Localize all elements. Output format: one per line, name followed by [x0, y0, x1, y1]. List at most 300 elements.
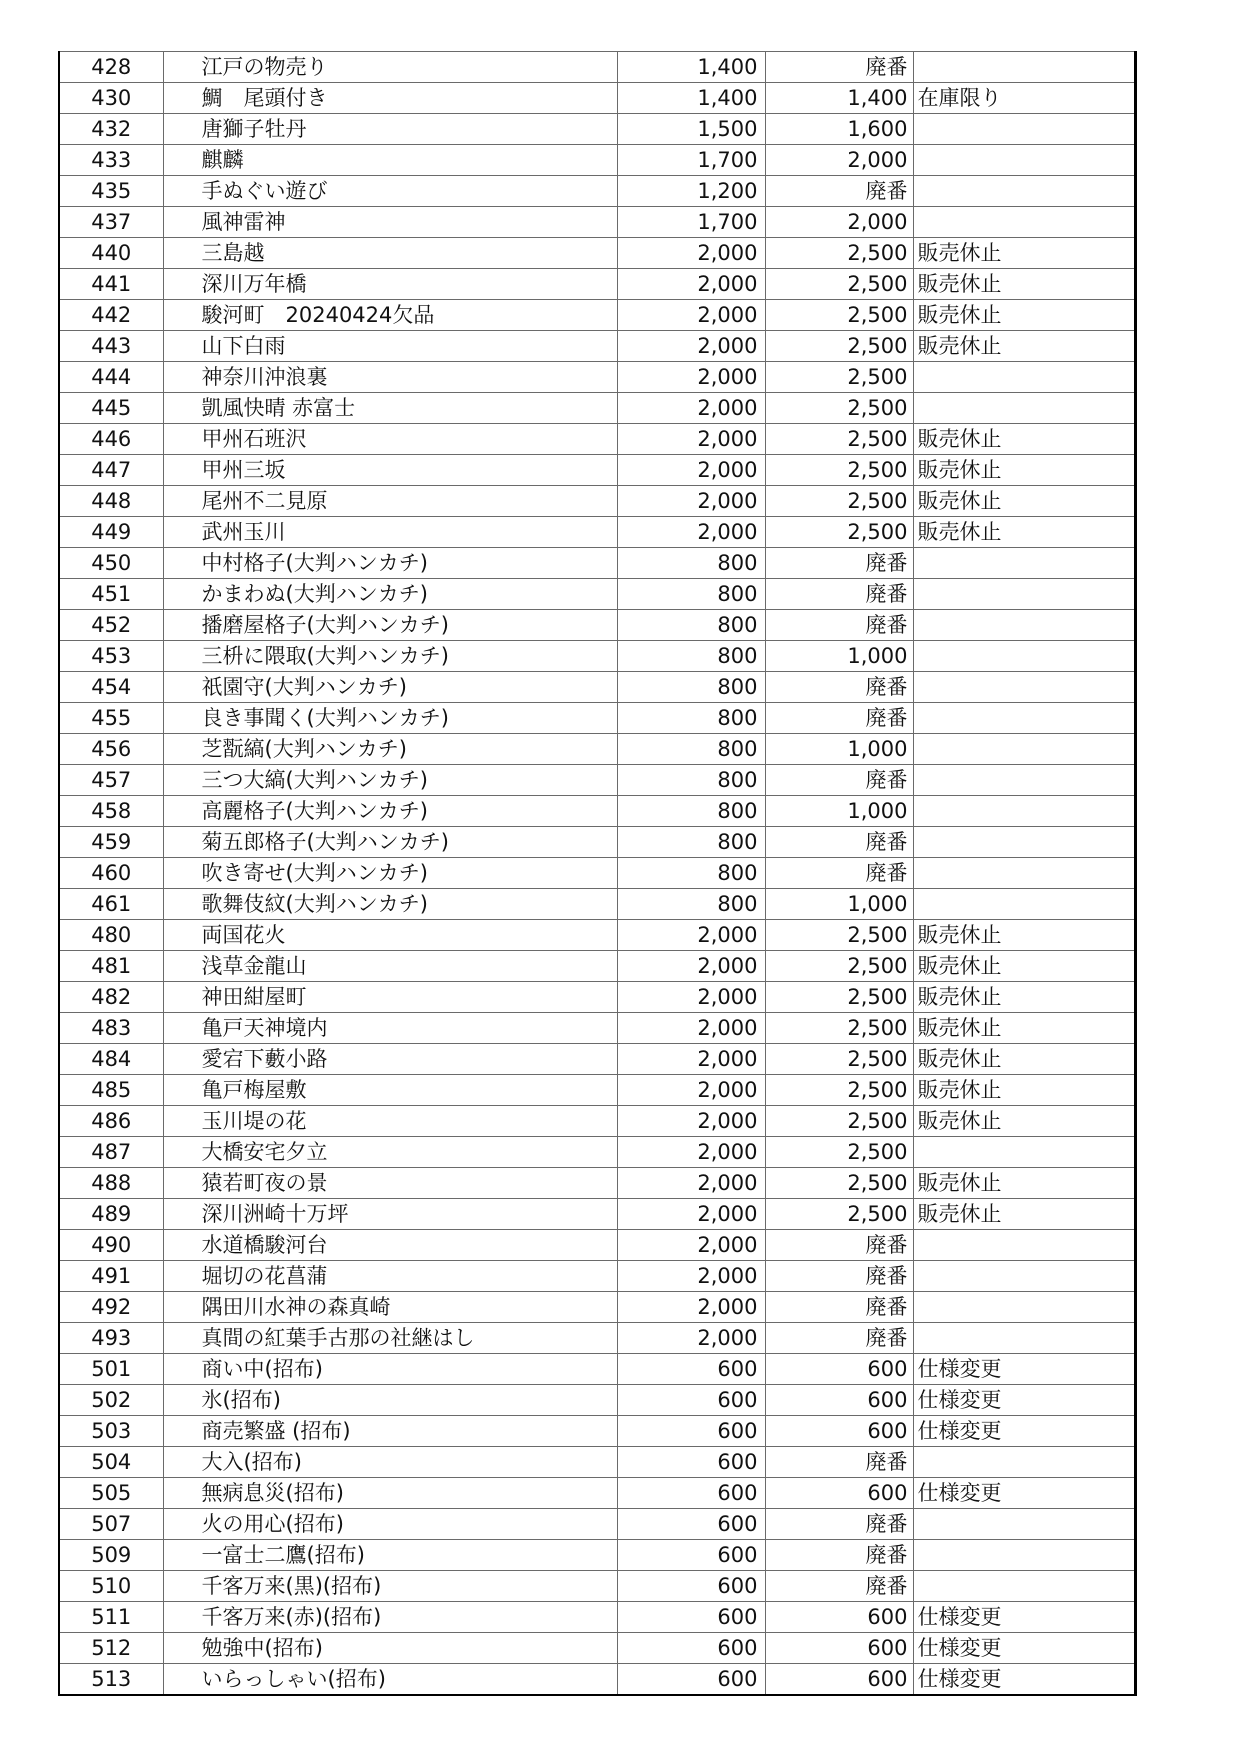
table-row: [59, 641, 1135, 672]
old-price-cell: 800: [617, 672, 765, 703]
new-price-cell: 2,500: [765, 1199, 913, 1230]
product-code-cell: 507: [59, 1509, 163, 1540]
new-price-cell: 1,600: [765, 114, 913, 145]
table-row: [59, 455, 1135, 486]
note-cell: [913, 1540, 1135, 1571]
new-price-cell: 2,500: [765, 486, 913, 517]
product-code-cell: 458: [59, 796, 163, 827]
old-price-cell: 800: [617, 796, 765, 827]
product-name-cell: 両国花火: [163, 920, 617, 951]
product-code-cell: 445: [59, 393, 163, 424]
table-row: [59, 1230, 1135, 1261]
note-cell: 仕様変更: [913, 1664, 1135, 1696]
product-code-cell: 428: [59, 52, 163, 83]
new-price-cell: 廃番: [765, 703, 913, 734]
product-name-cell: 氷(招布): [163, 1385, 617, 1416]
old-price-cell: 2,000: [617, 1137, 765, 1168]
product-name-cell: 愛宕下藪小路: [163, 1044, 617, 1075]
new-price-cell: 600: [765, 1633, 913, 1664]
old-price-cell: 2,000: [617, 982, 765, 1013]
product-name-cell: 深川万年橋: [163, 269, 617, 300]
table-row: [59, 207, 1135, 238]
product-name-cell: 隅田川水神の森真崎: [163, 1292, 617, 1323]
product-code-cell: 451: [59, 579, 163, 610]
old-price-cell: 600: [617, 1478, 765, 1509]
product-code-cell: 441: [59, 269, 163, 300]
product-code-cell: 504: [59, 1447, 163, 1478]
product-name-cell: 商い中(招布): [163, 1354, 617, 1385]
product-code-cell: 510: [59, 1571, 163, 1602]
new-price-cell: 1,000: [765, 734, 913, 765]
product-code-cell: 481: [59, 951, 163, 982]
product-name-cell: 播磨屋格子(大判ハンカチ): [163, 610, 617, 641]
old-price-cell: 600: [617, 1385, 765, 1416]
product-name-cell: 良き事聞く(大判ハンカチ): [163, 703, 617, 734]
note-cell: [913, 207, 1135, 238]
product-code-cell: 503: [59, 1416, 163, 1447]
product-name-cell: 商売繁盛 (招布): [163, 1416, 617, 1447]
new-price-cell: 2,500: [765, 1013, 913, 1044]
old-price-cell: 600: [617, 1447, 765, 1478]
product-code-cell: 459: [59, 827, 163, 858]
note-cell: 仕様変更: [913, 1416, 1135, 1447]
product-name-cell: 駿河町 20240424欠品: [163, 300, 617, 331]
new-price-cell: 廃番: [765, 1540, 913, 1571]
table-row: [59, 672, 1135, 703]
product-name-cell: 三つ大縞(大判ハンカチ): [163, 765, 617, 796]
table-row: [59, 951, 1135, 982]
old-price-cell: 1,500: [617, 114, 765, 145]
note-cell: [913, 1509, 1135, 1540]
note-cell: 販売休止: [913, 920, 1135, 951]
note-cell: [913, 889, 1135, 920]
table-row: [59, 1633, 1135, 1664]
product-code-cell: 489: [59, 1199, 163, 1230]
note-cell: 販売休止: [913, 269, 1135, 300]
product-code-cell: 502: [59, 1385, 163, 1416]
old-price-cell: 600: [617, 1416, 765, 1447]
old-price-cell: 2,000: [617, 1013, 765, 1044]
price-table: [58, 51, 1137, 1696]
table-row: [59, 1323, 1135, 1354]
old-price-cell: 2,000: [617, 362, 765, 393]
product-code-cell: 492: [59, 1292, 163, 1323]
table-row: [59, 889, 1135, 920]
product-code-cell: 484: [59, 1044, 163, 1075]
product-name-cell: 浅草金龍山: [163, 951, 617, 982]
old-price-cell: 800: [617, 827, 765, 858]
note-cell: [913, 858, 1135, 889]
old-price-cell: 800: [617, 889, 765, 920]
old-price-cell: 2,000: [617, 238, 765, 269]
note-cell: [913, 1137, 1135, 1168]
old-price-cell: 2,000: [617, 1199, 765, 1230]
new-price-cell: 2,500: [765, 393, 913, 424]
table-row: [59, 331, 1135, 362]
table-row: [59, 145, 1135, 176]
product-name-cell: 歌舞伎紋(大判ハンカチ): [163, 889, 617, 920]
new-price-cell: 廃番: [765, 1230, 913, 1261]
old-price-cell: 800: [617, 548, 765, 579]
old-price-cell: 800: [617, 858, 765, 889]
product-code-cell: 509: [59, 1540, 163, 1571]
new-price-cell: 1,000: [765, 889, 913, 920]
table-row: [59, 1075, 1135, 1106]
product-name-cell: 山下白雨: [163, 331, 617, 362]
product-code-cell: 501: [59, 1354, 163, 1385]
product-name-cell: 風神雷神: [163, 207, 617, 238]
new-price-cell: 2,500: [765, 238, 913, 269]
old-price-cell: 2,000: [617, 1323, 765, 1354]
table-row: [59, 52, 1135, 83]
note-cell: 販売休止: [913, 1168, 1135, 1199]
new-price-cell: 2,500: [765, 424, 913, 455]
table-row: [59, 734, 1135, 765]
product-name-cell: 菊五郎格子(大判ハンカチ): [163, 827, 617, 858]
note-cell: 販売休止: [913, 517, 1135, 548]
note-cell: 販売休止: [913, 1199, 1135, 1230]
table-row: [59, 486, 1135, 517]
note-cell: [913, 176, 1135, 207]
new-price-cell: 600: [765, 1664, 913, 1696]
table-row: [59, 1137, 1135, 1168]
product-name-cell: 三島越: [163, 238, 617, 269]
old-price-cell: 2,000: [617, 424, 765, 455]
product-name-cell: 尾州不二見原: [163, 486, 617, 517]
product-code-cell: 446: [59, 424, 163, 455]
product-code-cell: 443: [59, 331, 163, 362]
new-price-cell: 2,500: [765, 951, 913, 982]
note-cell: [913, 1323, 1135, 1354]
note-cell: [913, 52, 1135, 83]
new-price-cell: 2,500: [765, 1106, 913, 1137]
new-price-cell: 600: [765, 1602, 913, 1633]
product-name-cell: いらっしゃい(招布): [163, 1664, 617, 1696]
product-name-cell: 甲州三坂: [163, 455, 617, 486]
product-name-cell: 祇園守(大判ハンカチ): [163, 672, 617, 703]
old-price-cell: 600: [617, 1664, 765, 1696]
table-row: [59, 610, 1135, 641]
product-name-cell: 千客万来(黒)(招布): [163, 1571, 617, 1602]
old-price-cell: 600: [617, 1354, 765, 1385]
old-price-cell: 800: [617, 765, 765, 796]
old-price-cell: 2,000: [617, 269, 765, 300]
table-row: [59, 1044, 1135, 1075]
old-price-cell: 1,700: [617, 145, 765, 176]
product-name-cell: 吹き寄せ(大判ハンカチ): [163, 858, 617, 889]
old-price-cell: 2,000: [617, 1044, 765, 1075]
old-price-cell: 1,400: [617, 83, 765, 114]
product-code-cell: 447: [59, 455, 163, 486]
table-row: [59, 765, 1135, 796]
note-cell: 販売休止: [913, 300, 1135, 331]
old-price-cell: 600: [617, 1540, 765, 1571]
note-cell: 販売休止: [913, 1075, 1135, 1106]
new-price-cell: 2,000: [765, 207, 913, 238]
product-code-cell: 488: [59, 1168, 163, 1199]
new-price-cell: 廃番: [765, 548, 913, 579]
new-price-cell: 廃番: [765, 1571, 913, 1602]
new-price-cell: 1,000: [765, 796, 913, 827]
product-code-cell: 455: [59, 703, 163, 734]
old-price-cell: 600: [617, 1602, 765, 1633]
new-price-cell: 廃番: [765, 765, 913, 796]
product-name-cell: 江戸の物売り: [163, 52, 617, 83]
product-name-cell: 鯛 尾頭付き: [163, 83, 617, 114]
table-row: [59, 424, 1135, 455]
table-row: [59, 1261, 1135, 1292]
note-cell: 販売休止: [913, 1013, 1135, 1044]
table-row: [59, 796, 1135, 827]
new-price-cell: 2,500: [765, 1044, 913, 1075]
product-code-cell: 486: [59, 1106, 163, 1137]
product-code-cell: 493: [59, 1323, 163, 1354]
table-row: [59, 858, 1135, 889]
note-cell: 仕様変更: [913, 1633, 1135, 1664]
table-row: [59, 1385, 1135, 1416]
table-row: [59, 1292, 1135, 1323]
table-row: [59, 176, 1135, 207]
old-price-cell: 800: [617, 734, 765, 765]
note-cell: [913, 734, 1135, 765]
old-price-cell: 800: [617, 641, 765, 672]
table-row: [59, 1509, 1135, 1540]
note-cell: [913, 579, 1135, 610]
table-row: [59, 1478, 1135, 1509]
old-price-cell: 800: [617, 610, 765, 641]
new-price-cell: 600: [765, 1385, 913, 1416]
old-price-cell: 1,400: [617, 52, 765, 83]
product-code-cell: 433: [59, 145, 163, 176]
note-cell: 販売休止: [913, 238, 1135, 269]
new-price-cell: 廃番: [765, 1509, 913, 1540]
product-name-cell: かまわぬ(大判ハンカチ): [163, 579, 617, 610]
table-row: [59, 300, 1135, 331]
product-code-cell: 454: [59, 672, 163, 703]
product-name-cell: 亀戸天神境内: [163, 1013, 617, 1044]
note-cell: 販売休止: [913, 455, 1135, 486]
table-row: [59, 269, 1135, 300]
product-code-cell: 449: [59, 517, 163, 548]
old-price-cell: 2,000: [617, 393, 765, 424]
product-code-cell: 505: [59, 1478, 163, 1509]
new-price-cell: 600: [765, 1416, 913, 1447]
new-price-cell: 2,500: [765, 1137, 913, 1168]
product-code-cell: 482: [59, 982, 163, 1013]
product-name-cell: 勉強中(招布): [163, 1633, 617, 1664]
new-price-cell: 廃番: [765, 827, 913, 858]
new-price-cell: 2,000: [765, 145, 913, 176]
product-name-cell: 真間の紅葉手古那の社継はし: [163, 1323, 617, 1354]
product-code-cell: 442: [59, 300, 163, 331]
product-code-cell: 461: [59, 889, 163, 920]
table-row: [59, 393, 1135, 424]
product-name-cell: 大橋安宅夕立: [163, 1137, 617, 1168]
table-row: [59, 703, 1135, 734]
table-row: [59, 1664, 1135, 1696]
table-row: [59, 1168, 1135, 1199]
old-price-cell: 800: [617, 703, 765, 734]
new-price-cell: 廃番: [765, 1261, 913, 1292]
product-name-cell: 三枡に隈取(大判ハンカチ): [163, 641, 617, 672]
table-row: [59, 83, 1135, 114]
product-name-cell: 大入(招布): [163, 1447, 617, 1478]
old-price-cell: 1,700: [617, 207, 765, 238]
table-row: [59, 827, 1135, 858]
table-row: [59, 517, 1135, 548]
table-row: [59, 1602, 1135, 1633]
old-price-cell: 2,000: [617, 486, 765, 517]
note-cell: [913, 1292, 1135, 1323]
table-row: [59, 1540, 1135, 1571]
note-cell: 販売休止: [913, 486, 1135, 517]
new-price-cell: 2,500: [765, 920, 913, 951]
new-price-cell: 2,500: [765, 331, 913, 362]
product-name-cell: 玉川堤の花: [163, 1106, 617, 1137]
old-price-cell: 2,000: [617, 1230, 765, 1261]
product-name-cell: 凱風快晴 赤富士: [163, 393, 617, 424]
new-price-cell: 廃番: [765, 858, 913, 889]
new-price-cell: 600: [765, 1354, 913, 1385]
product-name-cell: 火の用心(招布): [163, 1509, 617, 1540]
note-cell: [913, 548, 1135, 579]
note-cell: 販売休止: [913, 1044, 1135, 1075]
new-price-cell: 廃番: [765, 672, 913, 703]
new-price-cell: 1,000: [765, 641, 913, 672]
new-price-cell: 2,500: [765, 455, 913, 486]
note-cell: 仕様変更: [913, 1602, 1135, 1633]
product-code-cell: 456: [59, 734, 163, 765]
product-code-cell: 440: [59, 238, 163, 269]
product-code-cell: 452: [59, 610, 163, 641]
note-cell: 仕様変更: [913, 1385, 1135, 1416]
product-name-cell: 堀切の花菖蒲: [163, 1261, 617, 1292]
new-price-cell: 1,400: [765, 83, 913, 114]
product-code-cell: 453: [59, 641, 163, 672]
note-cell: [913, 641, 1135, 672]
product-name-cell: 甲州石班沢: [163, 424, 617, 455]
product-code-cell: 450: [59, 548, 163, 579]
note-cell: 販売休止: [913, 982, 1135, 1013]
product-name-cell: 神奈川沖浪裏: [163, 362, 617, 393]
note-cell: 販売休止: [913, 1106, 1135, 1137]
new-price-cell: 2,500: [765, 300, 913, 331]
table-row: [59, 920, 1135, 951]
note-cell: [913, 1261, 1135, 1292]
product-name-cell: 無病息災(招布): [163, 1478, 617, 1509]
product-code-cell: 511: [59, 1602, 163, 1633]
product-name-cell: 亀戸梅屋敷: [163, 1075, 617, 1106]
product-name-cell: 武州玉川: [163, 517, 617, 548]
old-price-cell: 1,200: [617, 176, 765, 207]
old-price-cell: 600: [617, 1571, 765, 1602]
note-cell: [913, 362, 1135, 393]
product-code-cell: 485: [59, 1075, 163, 1106]
old-price-cell: 800: [617, 579, 765, 610]
product-name-cell: 一富士二鷹(招布): [163, 1540, 617, 1571]
note-cell: [913, 610, 1135, 641]
product-code-cell: 444: [59, 362, 163, 393]
old-price-cell: 2,000: [617, 1075, 765, 1106]
table-row: [59, 579, 1135, 610]
note-cell: [913, 796, 1135, 827]
product-name-cell: 高麗格子(大判ハンカチ): [163, 796, 617, 827]
table-row: [59, 238, 1135, 269]
product-name-cell: 唐獅子牡丹: [163, 114, 617, 145]
new-price-cell: 廃番: [765, 1292, 913, 1323]
new-price-cell: 廃番: [765, 1447, 913, 1478]
old-price-cell: 2,000: [617, 517, 765, 548]
note-cell: 仕様変更: [913, 1354, 1135, 1385]
product-code-cell: 513: [59, 1664, 163, 1696]
product-name-cell: 水道橋駿河台: [163, 1230, 617, 1261]
new-price-cell: 廃番: [765, 579, 913, 610]
note-cell: 在庫限り: [913, 83, 1135, 114]
note-cell: [913, 145, 1135, 176]
new-price-cell: 廃番: [765, 176, 913, 207]
note-cell: 仕様変更: [913, 1478, 1135, 1509]
old-price-cell: 2,000: [617, 300, 765, 331]
old-price-cell: 2,000: [617, 331, 765, 362]
note-cell: [913, 393, 1135, 424]
note-cell: [913, 703, 1135, 734]
old-price-cell: 2,000: [617, 455, 765, 486]
old-price-cell: 600: [617, 1633, 765, 1664]
old-price-cell: 2,000: [617, 1261, 765, 1292]
table-row: [59, 362, 1135, 393]
product-name-cell: 猿若町夜の景: [163, 1168, 617, 1199]
old-price-cell: 2,000: [617, 1292, 765, 1323]
product-code-cell: 457: [59, 765, 163, 796]
note-cell: 販売休止: [913, 951, 1135, 982]
product-name-cell: 手ぬぐい遊び: [163, 176, 617, 207]
new-price-cell: 2,500: [765, 517, 913, 548]
new-price-cell: 2,500: [765, 269, 913, 300]
product-name-cell: 神田紺屋町: [163, 982, 617, 1013]
table-row: [59, 1106, 1135, 1137]
product-code-cell: 437: [59, 207, 163, 238]
new-price-cell: 2,500: [765, 982, 913, 1013]
product-code-cell: 491: [59, 1261, 163, 1292]
product-code-cell: 430: [59, 83, 163, 114]
product-code-cell: 480: [59, 920, 163, 951]
product-code-cell: 432: [59, 114, 163, 145]
new-price-cell: 廃番: [765, 1323, 913, 1354]
table-row: [59, 1013, 1135, 1044]
product-code-cell: 460: [59, 858, 163, 889]
note-cell: 販売休止: [913, 331, 1135, 362]
product-code-cell: 448: [59, 486, 163, 517]
table-row: [59, 1416, 1135, 1447]
note-cell: [913, 827, 1135, 858]
old-price-cell: 2,000: [617, 951, 765, 982]
old-price-cell: 2,000: [617, 1106, 765, 1137]
table-row: [59, 982, 1135, 1013]
table-row: [59, 1354, 1135, 1385]
new-price-cell: 廃番: [765, 52, 913, 83]
product-code-cell: 483: [59, 1013, 163, 1044]
new-price-cell: 2,500: [765, 362, 913, 393]
new-price-cell: 2,500: [765, 1168, 913, 1199]
new-price-cell: 廃番: [765, 610, 913, 641]
note-cell: [913, 1571, 1135, 1602]
note-cell: [913, 1230, 1135, 1261]
note-cell: [913, 765, 1135, 796]
table-row: [59, 548, 1135, 579]
product-name-cell: 千客万来(赤)(招布): [163, 1602, 617, 1633]
old-price-cell: 2,000: [617, 920, 765, 951]
old-price-cell: 2,000: [617, 1168, 765, 1199]
